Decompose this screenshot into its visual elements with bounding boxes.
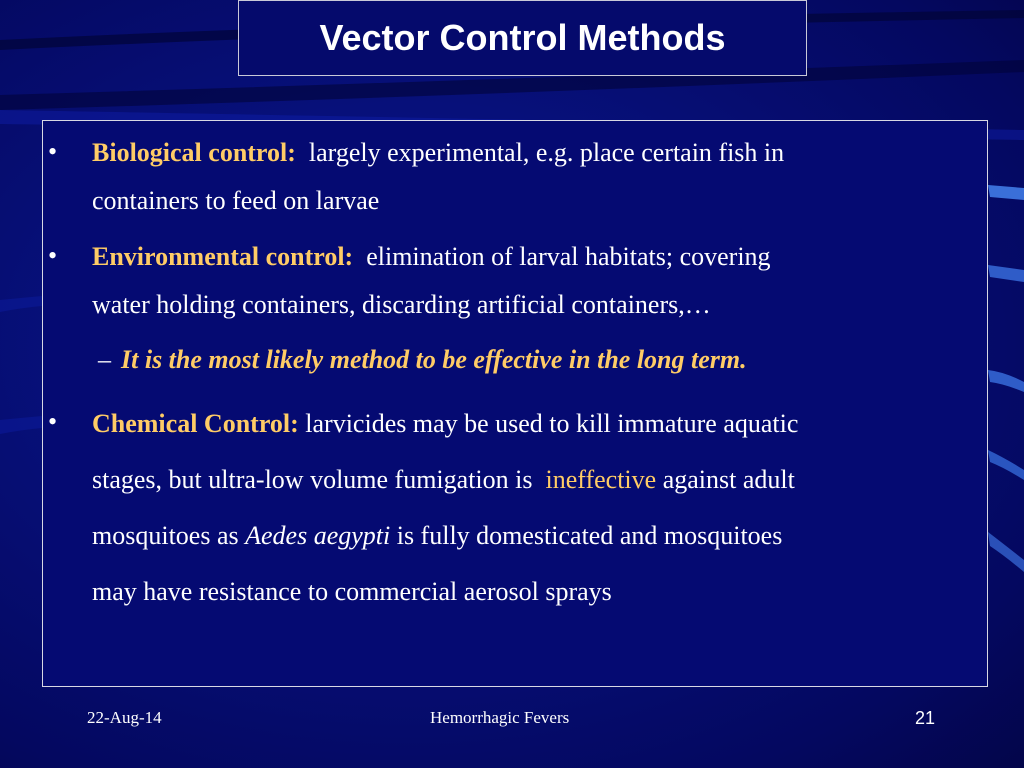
footer-page-number: 21: [915, 708, 936, 728]
bullet-text: containers to feed on larvae: [92, 186, 380, 215]
highlight-ineffective: ineffective: [545, 465, 657, 494]
bullet-text: mosquitoes as: [92, 521, 239, 550]
bullet-symbol: •: [48, 241, 58, 270]
bullet-text: against adult: [662, 465, 795, 494]
bullet-text: is fully domesticated and mosquitoes: [396, 521, 783, 550]
bullet-symbol: •: [48, 137, 58, 166]
title-box: [238, 0, 807, 76]
bullet-text: may have resistance to commercial aerosol sprays: [92, 577, 612, 606]
bullet-text: water holding containers, discarding artificial containers,…: [92, 290, 711, 319]
bullet-label: Environmental control:: [92, 242, 354, 271]
bullet-text: largely experimental, e.g. place certain fish in: [308, 138, 785, 167]
bullet-label: Biological control:: [92, 138, 296, 167]
sub-point-text: It is the most likely method to be effective in the long term.: [121, 345, 747, 374]
sub-dash: –: [98, 345, 111, 374]
species-name: Aedes aegypti: [245, 521, 391, 550]
footer-topic: Hemorrhagic Fevers: [430, 708, 570, 727]
bullet-label: Chemical Control:: [92, 409, 299, 438]
slide-title: Vector Control Methods: [319, 17, 726, 58]
sub-point: [98, 345, 958, 375]
bullet-text: larvicides may be used to kill immature aquatic: [305, 409, 799, 438]
bullet-symbol: •: [48, 407, 58, 436]
bullet-text: stages, but ultra-low volume fumigation is: [92, 465, 533, 494]
footer-date: 22-Aug-14: [87, 708, 162, 727]
bullet-text: elimination of larval habitats; covering: [366, 242, 771, 271]
